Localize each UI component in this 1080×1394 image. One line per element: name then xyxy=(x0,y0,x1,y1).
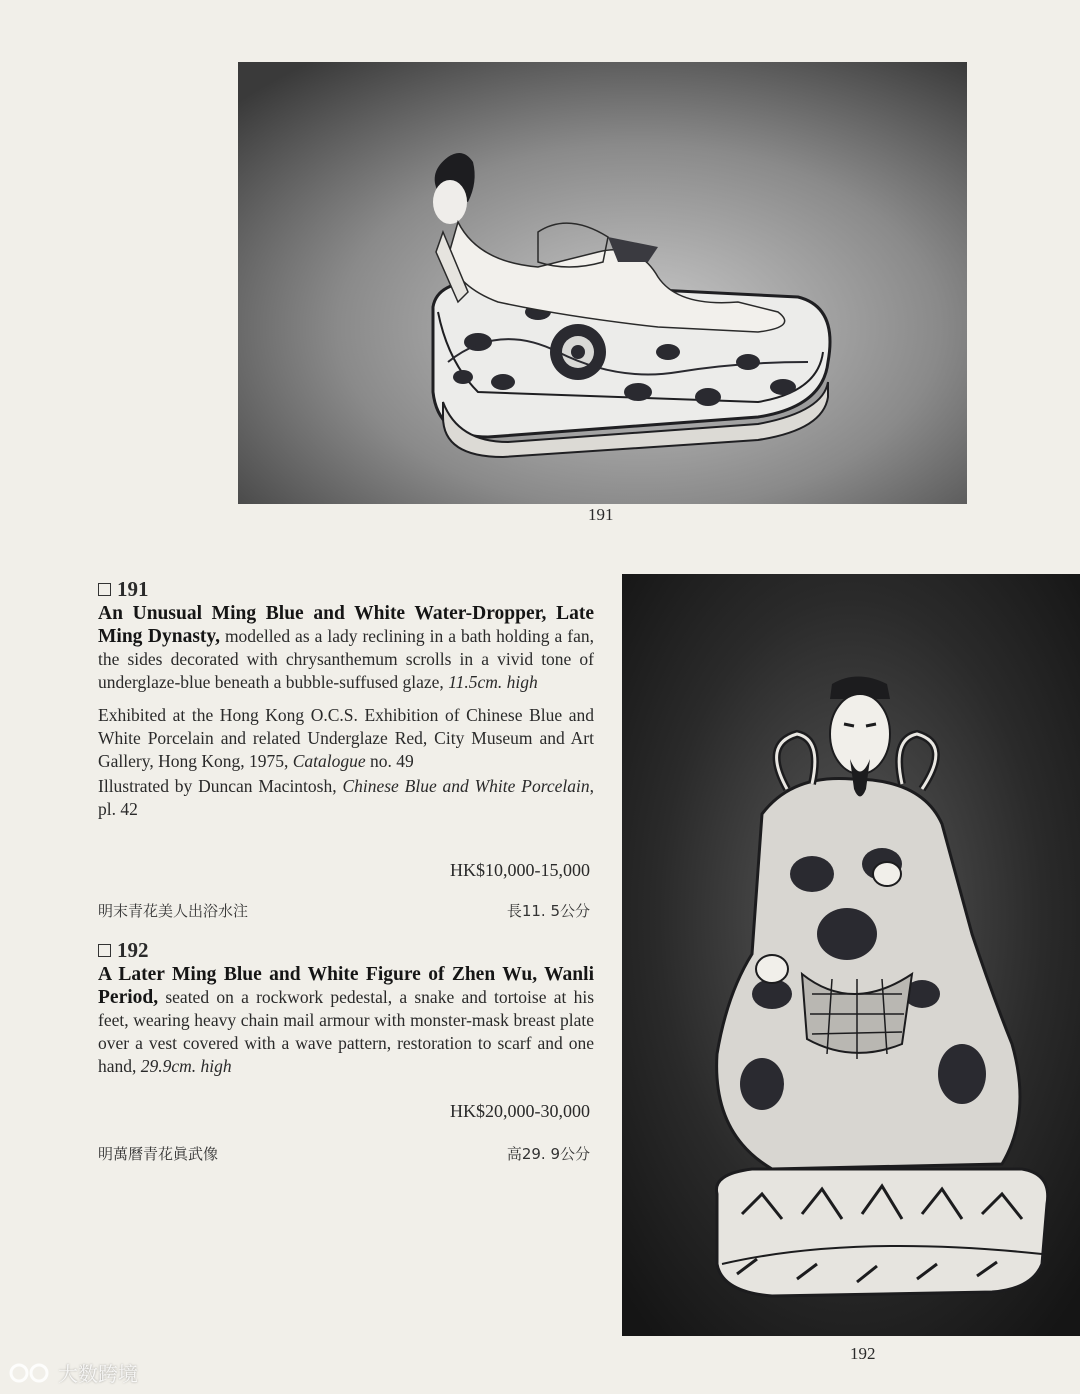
lot-191-entry xyxy=(98,578,594,923)
watermark-logo-icon xyxy=(8,1362,52,1384)
catalogue-text-column xyxy=(98,578,594,1166)
lot-description-text: seated on a rockwork pedestal, a snake and tortoise at his feet, wearing heavy chain mail armour with monster-mask breast plate over a vest covered with a wave pattern, restoration to scarf and one hand, xyxy=(98,987,594,1076)
water-dropper-image xyxy=(238,62,967,504)
lot-size: 11.5cm. high xyxy=(448,672,538,692)
checkbox-icon xyxy=(98,583,111,596)
lot-192-estimate: HK$20,000-30,000 xyxy=(450,1101,590,1121)
lot-description-text: modelled as a lady reclining in a bath holding a fan, the sides decorated with chrysanthemum scrolls in a vivid tone of underglaze-blue beneath a bubble-suffused glaze, xyxy=(98,626,595,692)
lot-title: An Unusual Ming Blue and White Water-Dropper, Late Ming Dynasty, xyxy=(98,603,594,647)
lot-191-description xyxy=(98,602,594,694)
lot-192-chinese-row xyxy=(98,1143,594,1166)
lot-191-illustrated xyxy=(98,775,594,821)
chinese-size: 長11. 5公分 xyxy=(506,902,590,920)
lot-192-description xyxy=(98,963,594,1078)
illustrated-tail: , pl. 42 xyxy=(98,776,594,819)
watermark xyxy=(8,1358,138,1387)
chinese-size: 高29. 9公分 xyxy=(506,1145,590,1163)
lot-size: 29.9cm. high xyxy=(140,1056,232,1076)
lot-number: 192 xyxy=(117,938,149,962)
exhibited-text: Exhibited at the Hong Kong O.C.S. Exhibition of Chinese Blue and White Porcelain and related Underglaze Red, City Museum and Art Gallery, Hong Kong, 1975, xyxy=(98,705,594,771)
lot-192-entry xyxy=(98,939,594,1166)
zhen-wu-figure-image xyxy=(622,574,1080,1336)
lot-191-exhibited xyxy=(98,704,594,773)
lot-191-header xyxy=(98,578,594,601)
exhibited-catalogue: Catalogue xyxy=(292,751,366,771)
chinese-title: 明萬曆青花眞武像 xyxy=(98,1145,219,1163)
checkbox-icon xyxy=(98,944,111,957)
watermark-text: 大数跨境 xyxy=(58,1362,138,1386)
exhibited-tail: no. 49 xyxy=(365,751,414,771)
lot-title: A Later Ming Blue and White Figure of Zhen Wu, Wanli Period, xyxy=(98,964,594,1008)
photo-caption-192: 192 xyxy=(850,1344,876,1363)
lot-191-estimate: HK$10,000-15,000 xyxy=(450,860,590,880)
photo-lot-192 xyxy=(622,574,1080,1336)
photo-caption-191: 191 xyxy=(588,505,614,524)
photo-lot-191 xyxy=(238,62,967,504)
illustrated-book: Chinese Blue and White Porcelain xyxy=(342,776,590,796)
lot-number: 191 xyxy=(117,577,149,601)
chinese-title: 明末青花美人出浴水注 xyxy=(98,902,249,920)
illustrated-text: Illustrated by Duncan Macintosh, xyxy=(98,776,343,796)
lot-191-chinese-row xyxy=(98,900,594,923)
lot-192-header xyxy=(98,939,594,962)
